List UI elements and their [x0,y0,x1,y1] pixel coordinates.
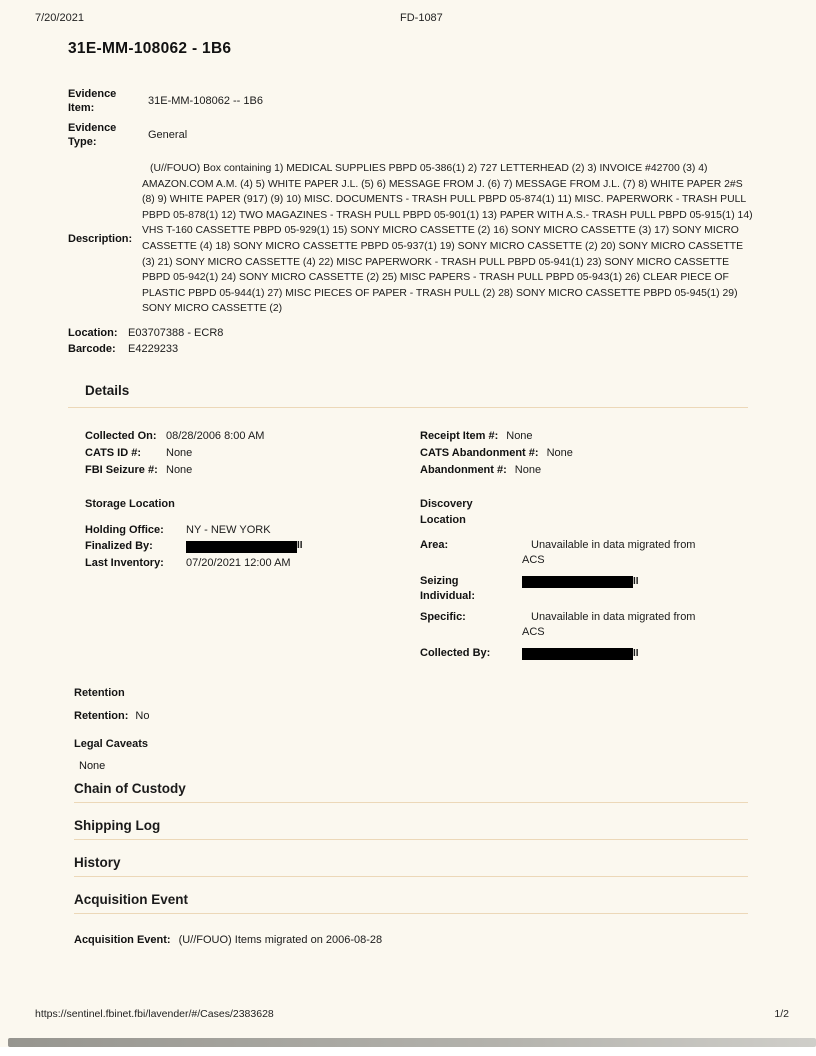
holding-office-row [85,522,420,539]
barcode-label: Barcode: [68,342,116,355]
last-inventory-label: Last Inventory: [85,557,164,570]
retention-label: Retention: [74,710,129,723]
footer-url: https://sentinel.fbinet.fbi/lavender/#/Cases/2383628 [35,1008,274,1020]
chain-of-custody-heading: Chain of Custody [74,781,748,803]
evidence-summary [68,87,753,357]
acquisition-event-heading: Acquisition Event [74,892,748,914]
area-label: Area: [420,538,449,551]
evidence-item-label: Evidence Item: [68,88,117,114]
discovery-location-rows [420,538,748,662]
legal-caveats-value: None [79,760,106,773]
shipping-log-heading: Shipping Log [74,818,748,840]
cats-id-row [85,445,420,462]
chain-of-custody-section [74,781,748,803]
location-row [68,325,748,341]
page-title: 31E-MM-108062 - 1B6 [68,40,232,57]
details-section-heading: Details [85,382,130,398]
description-value: (U//FOUO) Box containing 1) MEDICAL SUPPLIES PBPD 05-386(1) 2) 727 LETTERHEAD (2) 3) INVOICE #42700 (3) 4) AMAZON.COM A.M. (4) 5) WHITE PAPER J.L. (5) 6) MESSAGE FROM J. (6) 7) MESSAGE FROM J.L. (7) 8) WHITE PAPER 2#S (8) 9) WHITE PAPER (917) (9) 10) MISC. DOCUMENTS - TRASH PULL PBPD 05-874(1) 11) MISC. PAPERWORK - TRASH PULL PBPD 05-878(1) 12) TWO MAGAZINES - TRASH PULL PBPD 05-901(1) 13) PAPER WITH A.S.- TRASH PULL PBPD 05-915(1) 14) VHS T-160 CASSETTE PBPD 05-929(1) 15) SONY MICRO CASSETTE (2) 16) SONY MICRO CASSETTE (3) 17) SONY MICRO CASSETTE (4) 18) SONY MICRO CASSETTE PBPD 05-937(1) 19) SONY MICRO CASSETTE (2) 20) SONY MICRO CASSETTE (3) 21) SONY MICRO CASSETTE (4) 22) MISC PAPERWORK - TRASH PULL PBPD 05-941(1) 23) SONY MICRO CASSETTE PBPD 05-942(1) 24) SONY MICRO CASSETTE (2) 25) MISC PAPERS - TRASH PULL PBPD 05-943(1) 26) CLEAR PIECE OF PLASTIC PBPD 05-944(1) 27) MISC PIECES OF PAPER - TRASH PULL (2) 28) SONY MICRO CASSETTE PBPD 05-945(1) 29) SONY MICRO CASSETTE (2) [142,163,753,315]
area-value: Unavailable in data migrated from ACS [522,538,696,567]
evidence-item-value: 31E-MM-108062 -- 1B6 [148,95,263,107]
retention-heading: Retention [74,687,125,700]
abandonment-label: Abandonment #: [420,463,507,476]
last-inventory-value: 07/20/2021 12:00 AM [186,557,291,570]
acquisition-event-value: (U//FOUO) Items migrated on 2006-08-28 [178,934,383,947]
evidence-item-row [68,87,748,115]
fbi-seizure-value: None [166,463,193,476]
holding-office-value: NY - NEW YORK [186,523,271,536]
details-right-column [420,428,748,667]
redaction-marker: II [297,540,303,552]
collected-on-label: Collected On: [85,429,157,442]
specific-label: Specific: [420,610,466,623]
receipt-item-value: None [506,429,533,442]
finalized-by-value [186,538,420,555]
acquisition-event-section [74,892,748,914]
specific-row [420,610,748,641]
cats-abandonment-value: None [546,446,573,459]
retention-row [74,710,748,722]
history-section [74,855,748,877]
retention-section [74,687,748,772]
print-date: 7/20/2021 [35,12,84,24]
finalized-by-row [85,538,420,555]
collected-by-row [420,646,748,662]
collected-by-value [508,646,714,662]
redaction-bar [522,648,633,660]
fbi-seizure-label: FBI Seizure #: [85,463,158,476]
form-number-label: FD-1087 [400,12,443,24]
document-content [68,40,753,948]
fbi-seizure-row [85,462,420,479]
page-number: 1/2 [774,1008,789,1020]
history-heading: History [74,855,748,877]
scan-bottom-margin [0,1047,816,1056]
retention-value: No [135,710,150,723]
details-grid [85,428,748,667]
redaction-bar [522,576,633,588]
specific-value: Unavailable in data migrated from ACS [522,610,696,639]
finalized-by-label: Finalized By: [85,540,153,553]
barcode-value: E4229233 [128,342,179,355]
abandonment-row [420,462,748,479]
discovery-location-heading: Discovery Location [420,497,473,526]
evidence-type-label: Evidence Type: [68,122,117,148]
last-inventory-row [85,555,420,572]
description-row [68,161,753,317]
evidence-type-value: General [148,129,188,141]
seizing-individual-label: Seizing Individual: [420,574,475,603]
description-label: Description: [68,232,133,245]
acquisition-event-label: Acquisition Event: [74,934,171,947]
redaction-marker: II [633,647,639,659]
location-label: Location: [68,326,118,339]
seizing-individual-value [508,574,714,605]
collected-by-label: Collected By: [420,646,491,659]
cats-id-label: CATS ID #: [85,446,142,459]
location-value: E03707388 - ECR8 [128,326,224,339]
storage-location-rows [85,522,420,572]
legal-caveats-heading: Legal Caveats [74,738,148,751]
redaction-bar [186,541,297,553]
barcode-row [68,341,748,357]
redaction-marker: II [633,575,639,587]
receipt-item-row [420,428,748,445]
acquisition-event-row [74,932,748,948]
scan-edge-artifact [8,1038,816,1047]
cats-abandonment-row [420,445,748,462]
area-row [420,538,748,569]
evidence-type-row [68,121,748,149]
collected-on-value: 08/28/2006 8:00 AM [166,429,265,442]
holding-office-label: Holding Office: [85,523,164,536]
shipping-log-section [74,818,748,840]
seizing-individual-row [420,574,748,605]
details-divider [68,407,748,408]
abandonment-value: None [514,463,542,476]
cats-id-value: None [166,446,193,459]
receipt-item-label: Receipt Item #: [420,429,499,442]
details-left-column [85,428,420,667]
storage-location-heading: Storage Location [85,497,175,510]
collected-on-row [85,428,420,445]
cats-abandonment-label: CATS Abandonment #: [420,446,539,459]
